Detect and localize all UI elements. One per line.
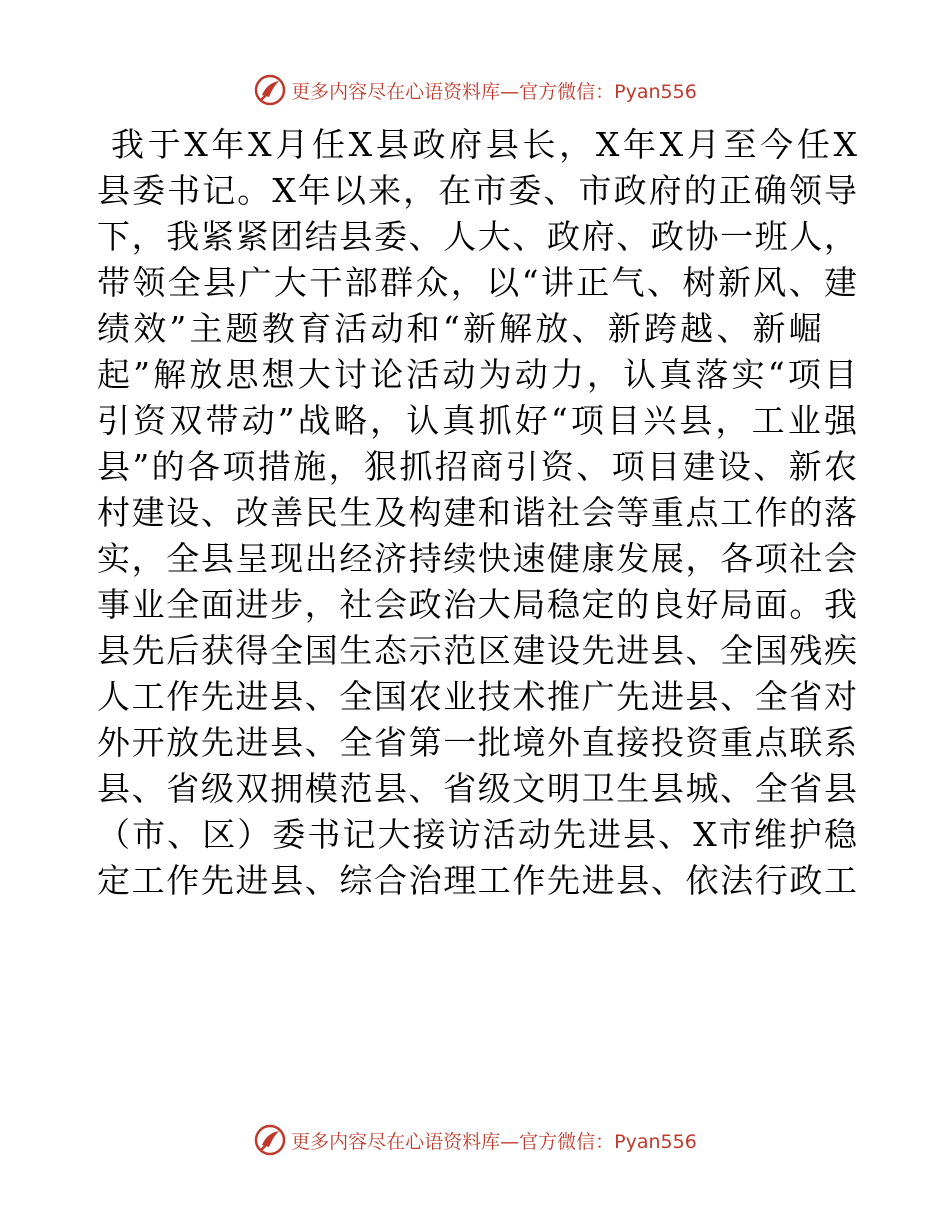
pen-seal-logo-icon — [253, 1123, 287, 1157]
watermark-text: 更多内容尽在心语资料库—官方微信：Pyan556 — [291, 1130, 697, 1153]
watermark-text: 更多内容尽在心语资料库—官方微信：Pyan556 — [291, 80, 697, 103]
text-line: 事业全面进步，社会政治大局稳定的良好局面。我 — [97, 585, 857, 624]
text-line: 起”解放思想大讨论活动为动力，认真落实“项目 — [97, 355, 857, 394]
text-line: （市、区）委书记大接访活动先进县、X市维护稳 — [97, 815, 857, 854]
text-line: 引资双带动”战略，认真抓好“项目兴县，工业强 — [97, 401, 857, 440]
text-line: 县委书记。X年以来，在市委、市政府的正确领导 — [97, 171, 857, 210]
text-line: 绩效”主题教育活动和“新解放、新跨越、新崛 — [97, 309, 825, 348]
text-line: 带领全县广大干部群众，以“讲正气、树新风、建 — [97, 263, 857, 302]
text-line: 下，我紧紧团结县委、人大、政府、政协一班人， — [97, 217, 857, 256]
text-line: 县、省级双拥模范县、省级文明卫生县城、全省县 — [97, 769, 857, 808]
text-line: 实，全县呈现出经济持续快速健康发展，各项社会 — [97, 539, 857, 578]
text-line: 人工作先进县、全国农业技术推广先进县、全省对 — [97, 677, 857, 716]
document-body — [97, 122, 857, 904]
text-line: 外开放先进县、全省第一批境外直接投资重点联系 — [97, 723, 857, 762]
text-line: 村建设、改善民生及构建和谐社会等重点工作的落 — [97, 493, 857, 532]
text-line: 定工作先进县、综合治理工作先进县、依法行政工 — [97, 861, 857, 900]
pen-seal-logo-icon — [253, 73, 287, 107]
header-watermark — [0, 70, 950, 110]
footer-watermark — [0, 1120, 950, 1160]
text-line: 县”的各项措施，狠抓招商引资、项目建设、新农 — [97, 447, 857, 486]
text-line: 我于X年X月任X县政府县长，X年X月至今任X — [111, 125, 857, 164]
text-line: 县先后获得全国生态示范区建设先进县、全国残疾 — [97, 631, 857, 670]
